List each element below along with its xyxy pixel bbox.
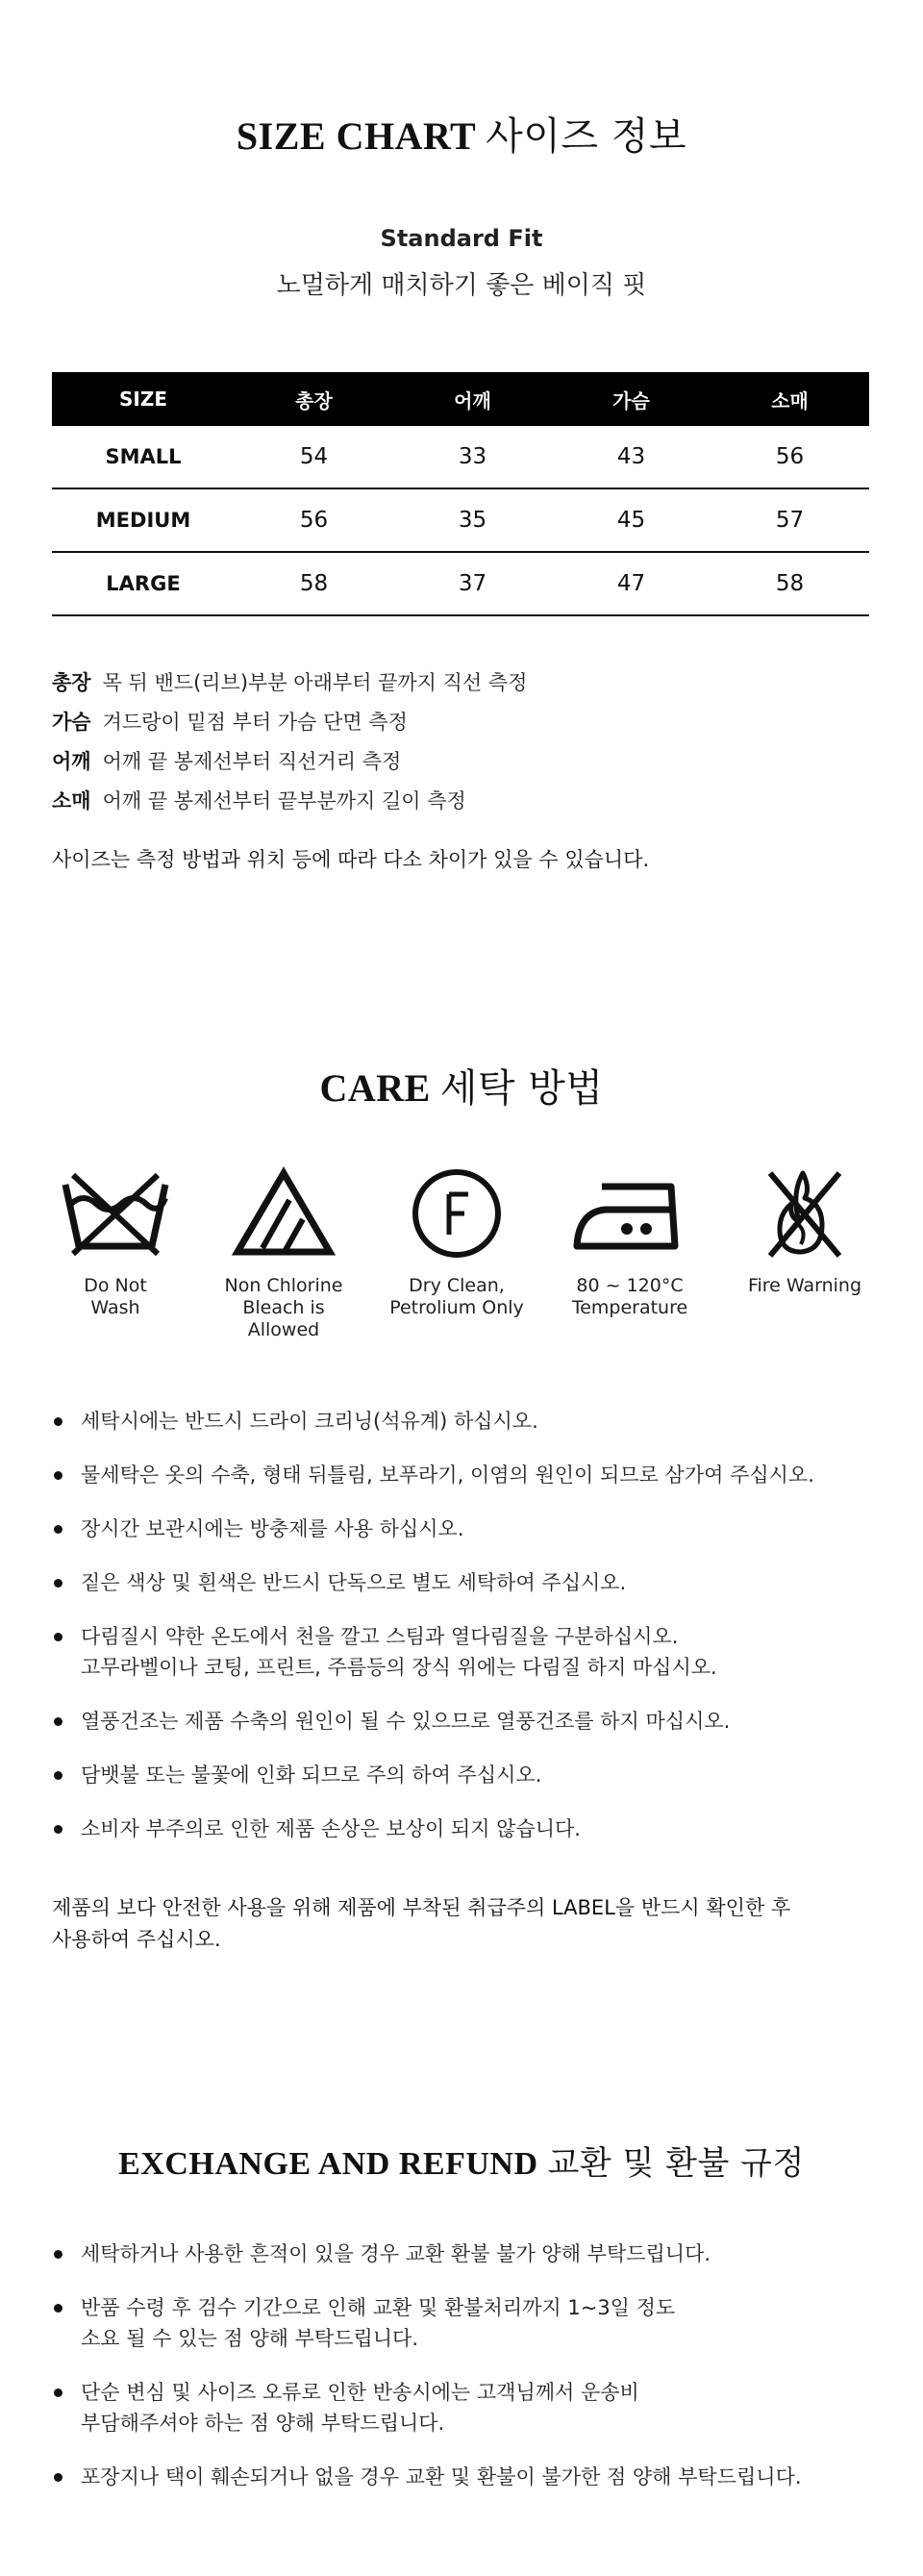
size-table-header-cell: 가슴 bbox=[552, 372, 711, 426]
list-item: 물세탁은 옷의 수축, 형태 뒤틀림, 보푸라기, 이염의 원인이 되므로 삼가여 주십시오. bbox=[52, 1460, 898, 1490]
table-cell: 54 bbox=[235, 426, 393, 488]
table-row bbox=[52, 488, 869, 552]
care-label: Do Not Wash bbox=[84, 1275, 147, 1318]
table-row bbox=[52, 426, 869, 488]
list-item: 장시간 보관시에는 방충제를 사용 하십시오. bbox=[52, 1513, 898, 1544]
care-label: Dry Clean, Petrolium Only bbox=[389, 1275, 524, 1318]
list-item: 짙은 색상 및 흰색은 반드시 단독으로 별도 세탁하여 주십시오. bbox=[52, 1567, 898, 1598]
care-label: 80 ~ 120°C Temperature bbox=[571, 1275, 688, 1318]
fit-description: 노멀하게 매치하기 좋은 베이직 핏 bbox=[276, 271, 647, 300]
table-cell: 57 bbox=[711, 488, 869, 552]
list-item: 세탁하거나 사용한 흔적이 있을 경우 교환 환불 불가 양해 부탁드립니다. bbox=[52, 2238, 898, 2269]
size-table-header-cell: 어깨 bbox=[393, 372, 552, 426]
size-chart-title-en: SIZE CHART bbox=[236, 114, 477, 158]
size-label: MEDIUM bbox=[52, 488, 235, 552]
size-table bbox=[52, 372, 869, 616]
care-item bbox=[723, 1165, 886, 1297]
fire-warning-icon bbox=[723, 1165, 886, 1262]
care-title-ko: 세탁 방법 bbox=[439, 1066, 604, 1111]
size-label: LARGE bbox=[52, 552, 235, 615]
measurement-desc: 어깨 끝 봉제선부터 직선거리 측정 bbox=[102, 750, 402, 773]
care-note: 제품의 보다 안전한 사용을 위해 제품에 부착된 취급주의 LABEL을 반드시 확인한 후 사용하여 주십시오. bbox=[52, 1896, 791, 1951]
care-title-en: CARE bbox=[319, 1066, 431, 1110]
measurement-item bbox=[52, 782, 879, 821]
list-item: 단순 변심 및 사이즈 오류로 인한 반송시에는 고객님께서 운송비 부담해주셔야 하는 점 양해 부탁드립니다. bbox=[52, 2377, 898, 2438]
list-item: 담뱃불 또는 불꽃에 인화 되므로 주의 하여 주십시오. bbox=[52, 1760, 898, 1790]
exchange-title-en: EXCHANGE AND REFUND bbox=[118, 2146, 538, 2182]
care-item bbox=[548, 1165, 711, 1319]
measurement-item bbox=[52, 663, 879, 703]
size-table-header-cell: 총장 bbox=[235, 372, 393, 426]
care-item bbox=[375, 1165, 538, 1319]
care-item bbox=[202, 1165, 365, 1341]
exchange-title-ko: 교환 및 환불 규정 bbox=[547, 2144, 805, 2183]
table-cell: 56 bbox=[235, 488, 393, 552]
care-instructions bbox=[52, 1406, 898, 1844]
measurement-term: 총장 bbox=[52, 671, 91, 694]
measurement-term: 어깨 bbox=[52, 750, 91, 773]
list-item: 다림질시 약한 온도에서 천을 깔고 스팀과 열다림질을 구분하십시오. 고무라벨이나 코팅, 프린트, 주름등의 장식 위에는 다림질 하지 마십시오. bbox=[52, 1621, 898, 1683]
table-row bbox=[52, 552, 869, 615]
measurement-guide bbox=[52, 663, 879, 821]
table-cell: 33 bbox=[393, 426, 552, 488]
care-label: Non Chlorine Bleach is Allowed bbox=[224, 1275, 343, 1340]
size-chart-title bbox=[0, 106, 923, 161]
fit-name: Standard Fit bbox=[380, 225, 543, 252]
list-item: 열풍건조는 제품 수축의 원인이 될 수 있으므로 열풍건조를 하지 마십시오. bbox=[52, 1706, 898, 1737]
size-table-header-cell: SIZE bbox=[52, 372, 235, 426]
dry-clean-f-icon bbox=[375, 1165, 538, 1262]
list-item: 소비자 부주의로 인한 제품 손상은 보상이 되지 않습니다. bbox=[52, 1813, 898, 1844]
do-not-wash-icon bbox=[34, 1165, 197, 1262]
measurement-desc: 겨드랑이 밑점 부터 가슴 단면 측정 bbox=[102, 711, 408, 734]
table-cell: 56 bbox=[711, 426, 869, 488]
table-cell: 58 bbox=[235, 552, 393, 615]
care-icons bbox=[0, 1165, 923, 1358]
size-note: 사이즈는 측정 방법과 위치 등에 따라 다소 차이가 있을 수 있습니다. bbox=[52, 848, 650, 871]
measurement-desc: 목 뒤 밴드(리브)부분 아래부터 끝까지 직선 측정 bbox=[102, 671, 528, 694]
measurement-term: 가슴 bbox=[52, 711, 91, 734]
list-item: 세탁시에는 반드시 드라이 크리닝(석유계) 하십시오. bbox=[52, 1406, 898, 1437]
care-item bbox=[34, 1165, 197, 1319]
size-label: SMALL bbox=[52, 426, 235, 488]
care-title bbox=[0, 1058, 923, 1113]
list-item: 포장지나 택이 훼손되거나 없을 경우 교환 및 환불이 불가한 점 양해 부탁드립니다. bbox=[52, 2462, 898, 2492]
table-cell: 47 bbox=[552, 552, 711, 615]
non-chlorine-bleach-icon bbox=[202, 1165, 365, 1262]
list-item: 반품 수령 후 검수 기간으로 인해 교환 및 환불처리까지 1~3일 정도 소요 될 수 있는 점 양해 부탁드립니다. bbox=[52, 2292, 898, 2354]
table-cell: 35 bbox=[393, 488, 552, 552]
exchange-title bbox=[0, 2137, 923, 2184]
measurement-item bbox=[52, 703, 879, 742]
measurement-term: 소매 bbox=[52, 789, 91, 813]
care-label: Fire Warning bbox=[747, 1275, 862, 1296]
table-cell: 58 bbox=[711, 552, 869, 615]
table-cell: 37 bbox=[393, 552, 552, 615]
size-chart-title-ko: 사이즈 정보 bbox=[486, 114, 687, 159]
iron-medium-icon bbox=[548, 1165, 711, 1262]
size-table-header bbox=[52, 372, 869, 426]
exchange-policy bbox=[52, 2238, 898, 2492]
measurement-desc: 어깨 끝 봉제선부터 끝부분까지 길이 측정 bbox=[102, 789, 466, 813]
size-table-header-cell: 소매 bbox=[711, 372, 869, 426]
table-cell: 45 bbox=[552, 488, 711, 552]
table-cell: 43 bbox=[552, 426, 711, 488]
measurement-item bbox=[52, 742, 879, 782]
